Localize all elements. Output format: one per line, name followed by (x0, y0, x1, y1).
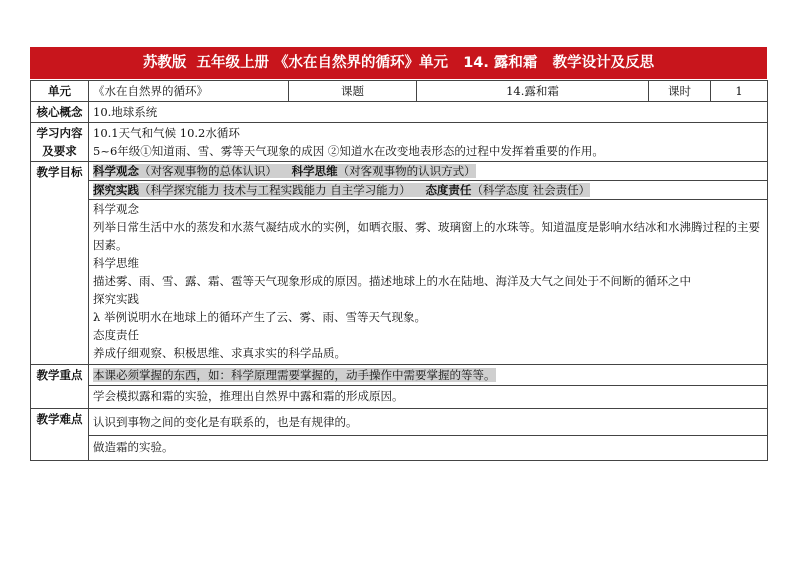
topic-value: 14.露和霜 (417, 81, 649, 102)
goal-heading-practice: 探究实践 (93, 292, 139, 306)
learning-content-line-2: 5~6年级①知道雨、雪、雾等天气现象的成因 ②知道水在改变地表形态的过程中发挥着重要的作用。 (93, 144, 604, 158)
learning-content-cell (89, 123, 768, 162)
difficult-points-cell (89, 409, 768, 461)
difficult-points-line-1: 认识到事物之间的变化是有联系的，也是有规律的。 (93, 415, 358, 429)
goals-category-1-highlight (93, 164, 476, 178)
goal-heading-concept: 科学观念 (93, 202, 139, 216)
learning-content-row (31, 123, 768, 162)
learning-content-label: 学习内容及要求 (31, 123, 89, 162)
goal-text-concept: 列举日常生活中水的蒸发和水蒸气凝结成水的实例，如晒衣服、雾、玻璃窗上的水珠等。知道温度是影响水结冰和水沸腾过程的主要因素。 (93, 220, 760, 252)
goals-category-line-1 (93, 162, 763, 180)
goals-category-attitude-desc: （科学态度 社会责任） (471, 183, 591, 197)
core-concept-value: 10.地球系统 (89, 102, 768, 123)
key-points-row (31, 365, 768, 409)
goals-category-practice: 探究实践 (93, 183, 139, 197)
goal-text-practice: λ 举例说明水在地球上的循环产生了云、雾、雨、雪等天气现象。 (93, 310, 426, 324)
core-concept-row (31, 102, 768, 123)
period-label: 课时 (649, 81, 711, 102)
goals-category-concept-desc: （对客观事物的总体认识） (139, 164, 277, 178)
goals-category-practice-desc: （科学探究能力 技术与工程实践能力 自主学习能力） (139, 183, 411, 197)
unit-row (31, 81, 768, 102)
period-value: 1 (711, 81, 768, 102)
goal-heading-attitude: 态度责任 (93, 328, 139, 342)
topic-label: 课题 (289, 81, 417, 102)
unit-label: 单元 (31, 81, 89, 102)
key-points-cell (89, 365, 768, 409)
key-points-line-1: 本课必须掌握的东西，如：科学原理需要掌握的，动手操作中需要掌握的等等。 (93, 368, 496, 382)
teaching-goals-label: 教学目标 (31, 162, 89, 365)
teaching-goals-row (31, 162, 768, 365)
goals-category-concept: 科学观念 (93, 164, 139, 178)
core-concept-label: 核心概念 (31, 102, 89, 123)
learning-content-line-1: 10.1天气和气候 10.2水循环 (93, 126, 240, 140)
difficult-points-row (31, 409, 768, 461)
lesson-plan-table (30, 80, 768, 461)
goal-text-thinking: 描述雾、雨、雪、露、霜、雹等天气现象形成的原因。描述地球上的水在陆地、海洋及大气之间处于不间断的循环之中 (93, 274, 691, 288)
difficult-points-line-2: 做造霜的实验。 (93, 440, 174, 454)
goal-text-attitude: 养成仔细观察、积极思维、求真求实的科学品质。 (93, 346, 346, 360)
unit-value: 《水在自然界的循环》 (89, 81, 289, 102)
goals-category-2-highlight (93, 183, 590, 197)
key-points-label: 教学重点 (31, 365, 89, 409)
goals-category-attitude: 态度责任 (425, 183, 472, 197)
key-points-line-2: 学会模拟露和霜的实验，推理出自然界中露和霜的形成原因。 (93, 389, 404, 403)
goals-category-line-2 (93, 181, 763, 199)
difficult-points-label: 教学难点 (31, 409, 89, 461)
goal-heading-thinking: 科学思维 (93, 256, 139, 270)
goals-category-thinking-desc: （对客观事物的认识方式） (337, 164, 476, 178)
document-title-banner: 苏教版 五年级上册 《水在自然界的循环》单元 14. 露和霜 教学设计及反思 (30, 47, 767, 79)
teaching-goals-cell (89, 162, 768, 365)
goals-category-thinking: 科学思维 (291, 164, 338, 178)
